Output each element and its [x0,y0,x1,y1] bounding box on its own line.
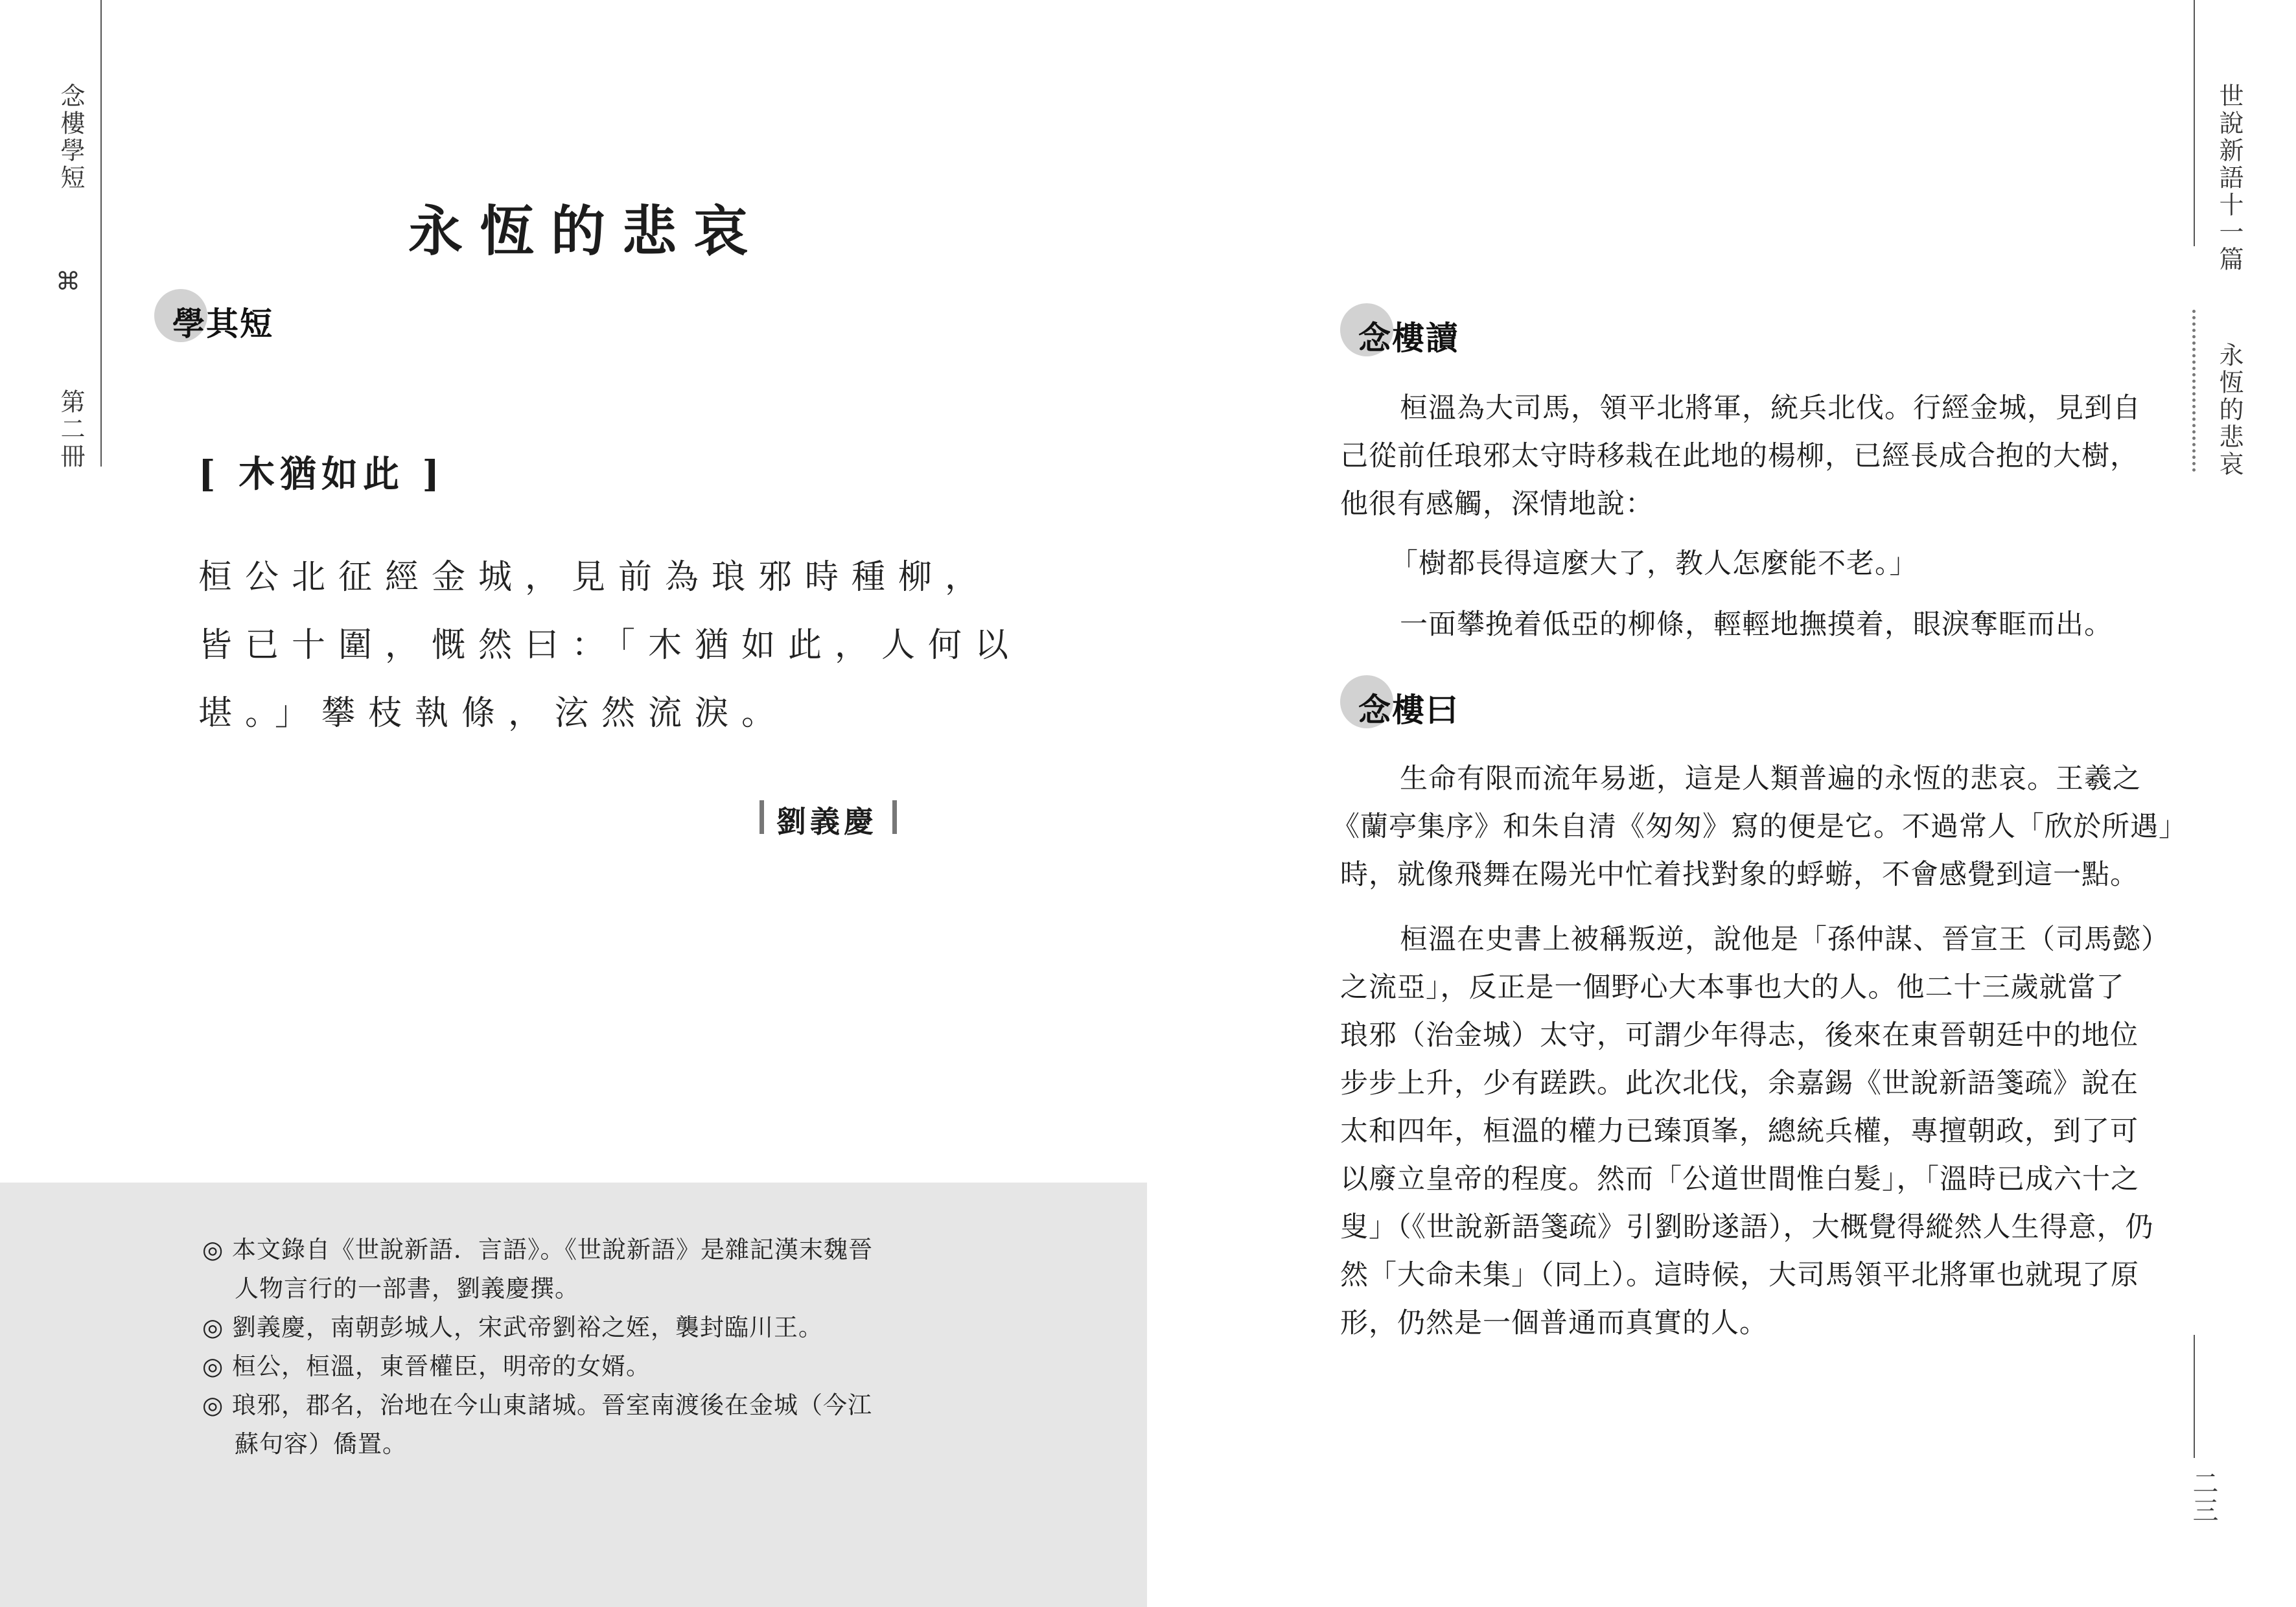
comment-line: 以廢立皇帝的程度。然而「公道世間惟白髮」，「溫時已成六十之 [1340,1163,2139,1196]
read-line: 桓溫為大司馬，領平北將軍，統兵北伐。行經金城，見到自 [1400,392,2141,424]
note-line: ◎ 本文錄自《世說新語．言語》。《世說新語》是雜記漢末魏晉 [202,1236,874,1264]
comment-line: 時，就像飛舞在陽光中忙着找對象的蜉蝣，不會感覺到這一點。 [1340,859,2139,891]
note-line: 蘇句容）僑置。 [235,1430,407,1458]
right-page-number: 二三 [2188,1470,2218,1524]
read-line: 「樹都長得這麼大了，教人怎麼能不老。」 [1390,548,1918,580]
original-text-line: 皆已十圍，慨然曰：「木猶如此，人何以 [198,626,1022,665]
comment-line: 然「大命未集」（同上）。這時候，大司馬領平北將軍也就現了原 [1340,1259,2139,1291]
note-line: ◎ 劉義慶，南朝彭城人，宋武帝劉裕之姪，襲封臨川王。 [202,1313,824,1341]
comment-line: 叟」（《世說新語箋疏》引劉盼遂語），大概覺得縱然人生得意，仍 [1340,1211,2154,1243]
comment-line: 《蘭亭集序》和朱自清《匆匆》寫的便是它。不過常人「欣於所遇」 [1332,811,2187,843]
right-running-head: 世說新語十一篇 [2215,83,2244,273]
volume-label: 第二冊 [56,389,85,470]
original-text-line: 桓公北征經金城，見前為琅邪時種柳， [198,558,992,597]
comment-line: 生命有限而流年易逝，這是人類普遍的永恆的悲哀。王羲之 [1400,763,2141,795]
excerpt-title: [ 木猶如此 ] [198,453,445,496]
left-running-head: 念樓學短 [56,83,85,192]
comment-line: 形，仍然是一個普通而真實的人。 [1340,1307,1768,1339]
section-label: 念樓讀 [1358,319,1459,357]
ornament-icon: ⌘ [56,267,80,295]
author-bar-left [760,800,764,834]
right-margin-rule-bottom [2194,1335,2195,1458]
read-line: 他很有感觸，深情地說： [1340,488,1654,520]
right-margin-rule-top [2194,0,2195,246]
read-line: 一面攀挽着低亞的柳條，輕輕地撫摸着，眼淚奪眶而出。 [1400,608,2113,641]
comment-line: 之流亞」，反正是一個野心大本事也大的人。他二十三歲就當了 [1340,971,2125,1004]
note-line: 人物言行的一部書，劉義慶撰。 [235,1275,579,1302]
author-bar-right [892,800,897,834]
note-line: ◎ 桓公，桓溫，東晉權臣，明帝的女婿。 [202,1352,651,1380]
comment-line: 琅邪（治金城）太守，可謂少年得志，後來在東晉朝廷中的地位 [1340,1019,2139,1052]
author-name: 劉義慶 [776,804,877,839]
right-margin-dots [2192,310,2196,472]
comment-line: 太和四年，桓溫的權力已臻頂峯，總統兵權，專擅朝政，到了可 [1340,1115,2139,1148]
page-title: 永恆的悲哀 [408,199,765,263]
comment-line: 桓溫在史書上被稱叛逆，說他是「孫仲謀、晉宣王（司馬懿） [1400,923,2170,956]
section-label: 學其短 [172,305,273,343]
left-margin-rule-top [100,0,102,467]
read-line: 己從前任琅邪太守時移栽在此地的楊柳，已經長成合抱的大樹， [1340,440,2139,472]
original-text-line: 堪。」攀枝執條，泫然流淚。 [198,694,789,733]
chapter-label: 永恆的悲哀 [2215,342,2244,478]
comment-line: 步步上升，少有蹉跌。此次北伐，余嘉錫《世說新語箋疏》說在 [1340,1067,2139,1100]
section-label: 念樓曰 [1358,691,1459,729]
note-line: ◎ 琅邪，郡名，治地在今山東諸城。晉室南渡後在金城（今江 [202,1391,873,1419]
